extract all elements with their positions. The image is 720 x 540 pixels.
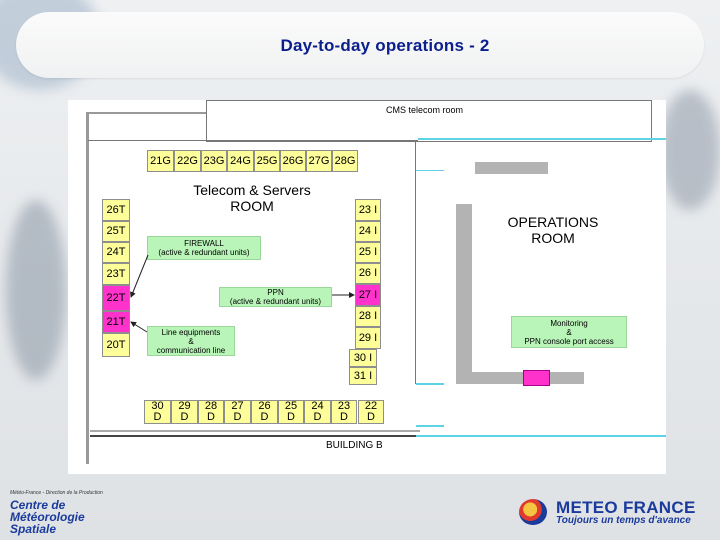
cms-logo-line1: Centre de (10, 498, 66, 512)
rack-24d[interactable] (304, 400, 331, 424)
rack-31i[interactable]: 31 I (349, 367, 377, 385)
rack-23d[interactable] (331, 400, 357, 424)
rack-26d[interactable] (251, 400, 278, 424)
rack-21g[interactable]: 21G (147, 150, 174, 172)
monitoring-note (511, 316, 627, 348)
rack-22d-letter: D (367, 411, 375, 423)
cms-logo (10, 490, 103, 535)
rack-20t[interactable]: 20T (102, 333, 130, 357)
rack-28i[interactable]: 28 I (355, 306, 381, 327)
cms-logo-line3: Spatiale (10, 522, 57, 536)
rack-27d-number: 27 (231, 400, 244, 412)
monitoring-note-line1: Monitoring (550, 318, 588, 328)
operations-room-label-line1: OPERATIONS (507, 214, 599, 230)
rack-24d-number: 24 (311, 400, 324, 412)
floor-plan (68, 100, 666, 474)
rack-25d-number: 25 (284, 400, 298, 412)
operations-console[interactable] (523, 370, 550, 386)
rack-21t[interactable]: 21T (102, 311, 130, 333)
cyan-wall-segment (416, 425, 444, 427)
rack-29d[interactable] (171, 400, 198, 424)
building-wall-dark (90, 435, 470, 437)
rack-27d-letter: D (233, 411, 242, 423)
rack-25g[interactable]: 25G (254, 150, 280, 172)
rack-25d[interactable] (278, 400, 304, 424)
rack-24g[interactable]: 24G (227, 150, 254, 172)
brand-name: METEO FRANCE (556, 498, 696, 517)
operations-room-label (488, 214, 618, 246)
telecom-room-label-line1: Telecom & Servers (193, 182, 311, 198)
rack-27g[interactable]: 27G (306, 150, 332, 172)
rack-22d[interactable] (358, 400, 384, 424)
rack-22g[interactable]: 22G (174, 150, 201, 172)
rack-25d-letter: D (287, 411, 295, 423)
page-title: Day-to-day operations - 2 (280, 36, 490, 55)
cms-logo-line2: Météorologie (10, 510, 85, 524)
rack-28d[interactable] (198, 400, 224, 424)
rack-26g[interactable]: 26G (280, 150, 306, 172)
building-wall-gray (90, 430, 420, 432)
meteo-france-logo-icon (519, 499, 547, 525)
rack-23i[interactable]: 23 I (355, 199, 381, 221)
rack-29i[interactable]: 29 I (355, 327, 381, 349)
rack-27d[interactable] (224, 400, 251, 424)
background-decoration (6, 200, 66, 380)
rack-30d-number: 30 (151, 400, 164, 412)
ppn-note-title: PPN (267, 288, 284, 297)
rack-28d-number: 28 (204, 400, 218, 412)
rack-28g[interactable]: 28G (332, 150, 358, 172)
rack-26i[interactable]: 26 I (355, 263, 381, 284)
monitoring-note-line2: & (566, 327, 572, 337)
firewall-note-title: FIREWALL (184, 239, 224, 248)
rack-26t[interactable]: 26T (102, 199, 130, 221)
line-equipments-note-line2: & (188, 336, 194, 346)
firewall-note-detail: (active & redundant units) (158, 248, 250, 257)
rack-26d-number: 26 (258, 400, 271, 412)
brand-slogan: Toujours un temps d'avance (556, 515, 691, 526)
operations-wall-left (456, 204, 472, 384)
line-equipments-arrow (131, 322, 147, 332)
rack-25t[interactable]: 25T (102, 221, 130, 242)
cms-telecom-room-label: CMS telecom room (386, 105, 464, 115)
operations-wall-top (475, 162, 548, 174)
firewall-arrow (131, 255, 148, 297)
rack-29d-letter: D (180, 411, 189, 423)
rack-24d-letter: D (313, 411, 322, 423)
monitoring-note-line3: PPN console port access (524, 336, 614, 346)
rack-27i[interactable]: 27 I (355, 284, 381, 306)
background-decoration (660, 90, 720, 210)
rack-30d[interactable] (144, 400, 171, 424)
footer-caption: Météo-France - Direction de la Production (10, 490, 103, 496)
rack-23d-letter: D (340, 411, 348, 423)
rack-30d-letter: D (153, 411, 162, 423)
rack-23t[interactable]: 23T (102, 263, 130, 285)
rack-24t[interactable]: 24T (102, 242, 130, 263)
rack-29d-number: 29 (178, 400, 191, 412)
line-equipments-note-line1: Line equipments (161, 327, 221, 337)
ppn-note-detail: (active & redundant units) (229, 297, 322, 306)
rack-28d-letter: D (207, 411, 215, 423)
rack-30i[interactable]: 30 I (349, 349, 377, 367)
telecom-room-label-line2: ROOM (230, 198, 274, 214)
building-wall-cyan (416, 435, 666, 437)
rack-22t[interactable]: 22T (102, 285, 130, 311)
line-equipments-note-line3: communication line (156, 345, 226, 355)
rack-24i[interactable]: 24 I (355, 221, 381, 242)
operations-room-label-line2: ROOM (531, 230, 575, 246)
rack-23d-number: 23 (337, 400, 351, 412)
building-b-label: BUILDING B (326, 440, 383, 451)
cyan-wall-segment (416, 170, 444, 171)
rack-22d-number: 22 (364, 400, 378, 412)
rack-26d-letter: D (260, 411, 269, 423)
cyan-wall-segment (416, 383, 444, 385)
rack-23g[interactable]: 23G (201, 150, 227, 172)
rack-25i[interactable]: 25 I (355, 242, 381, 263)
